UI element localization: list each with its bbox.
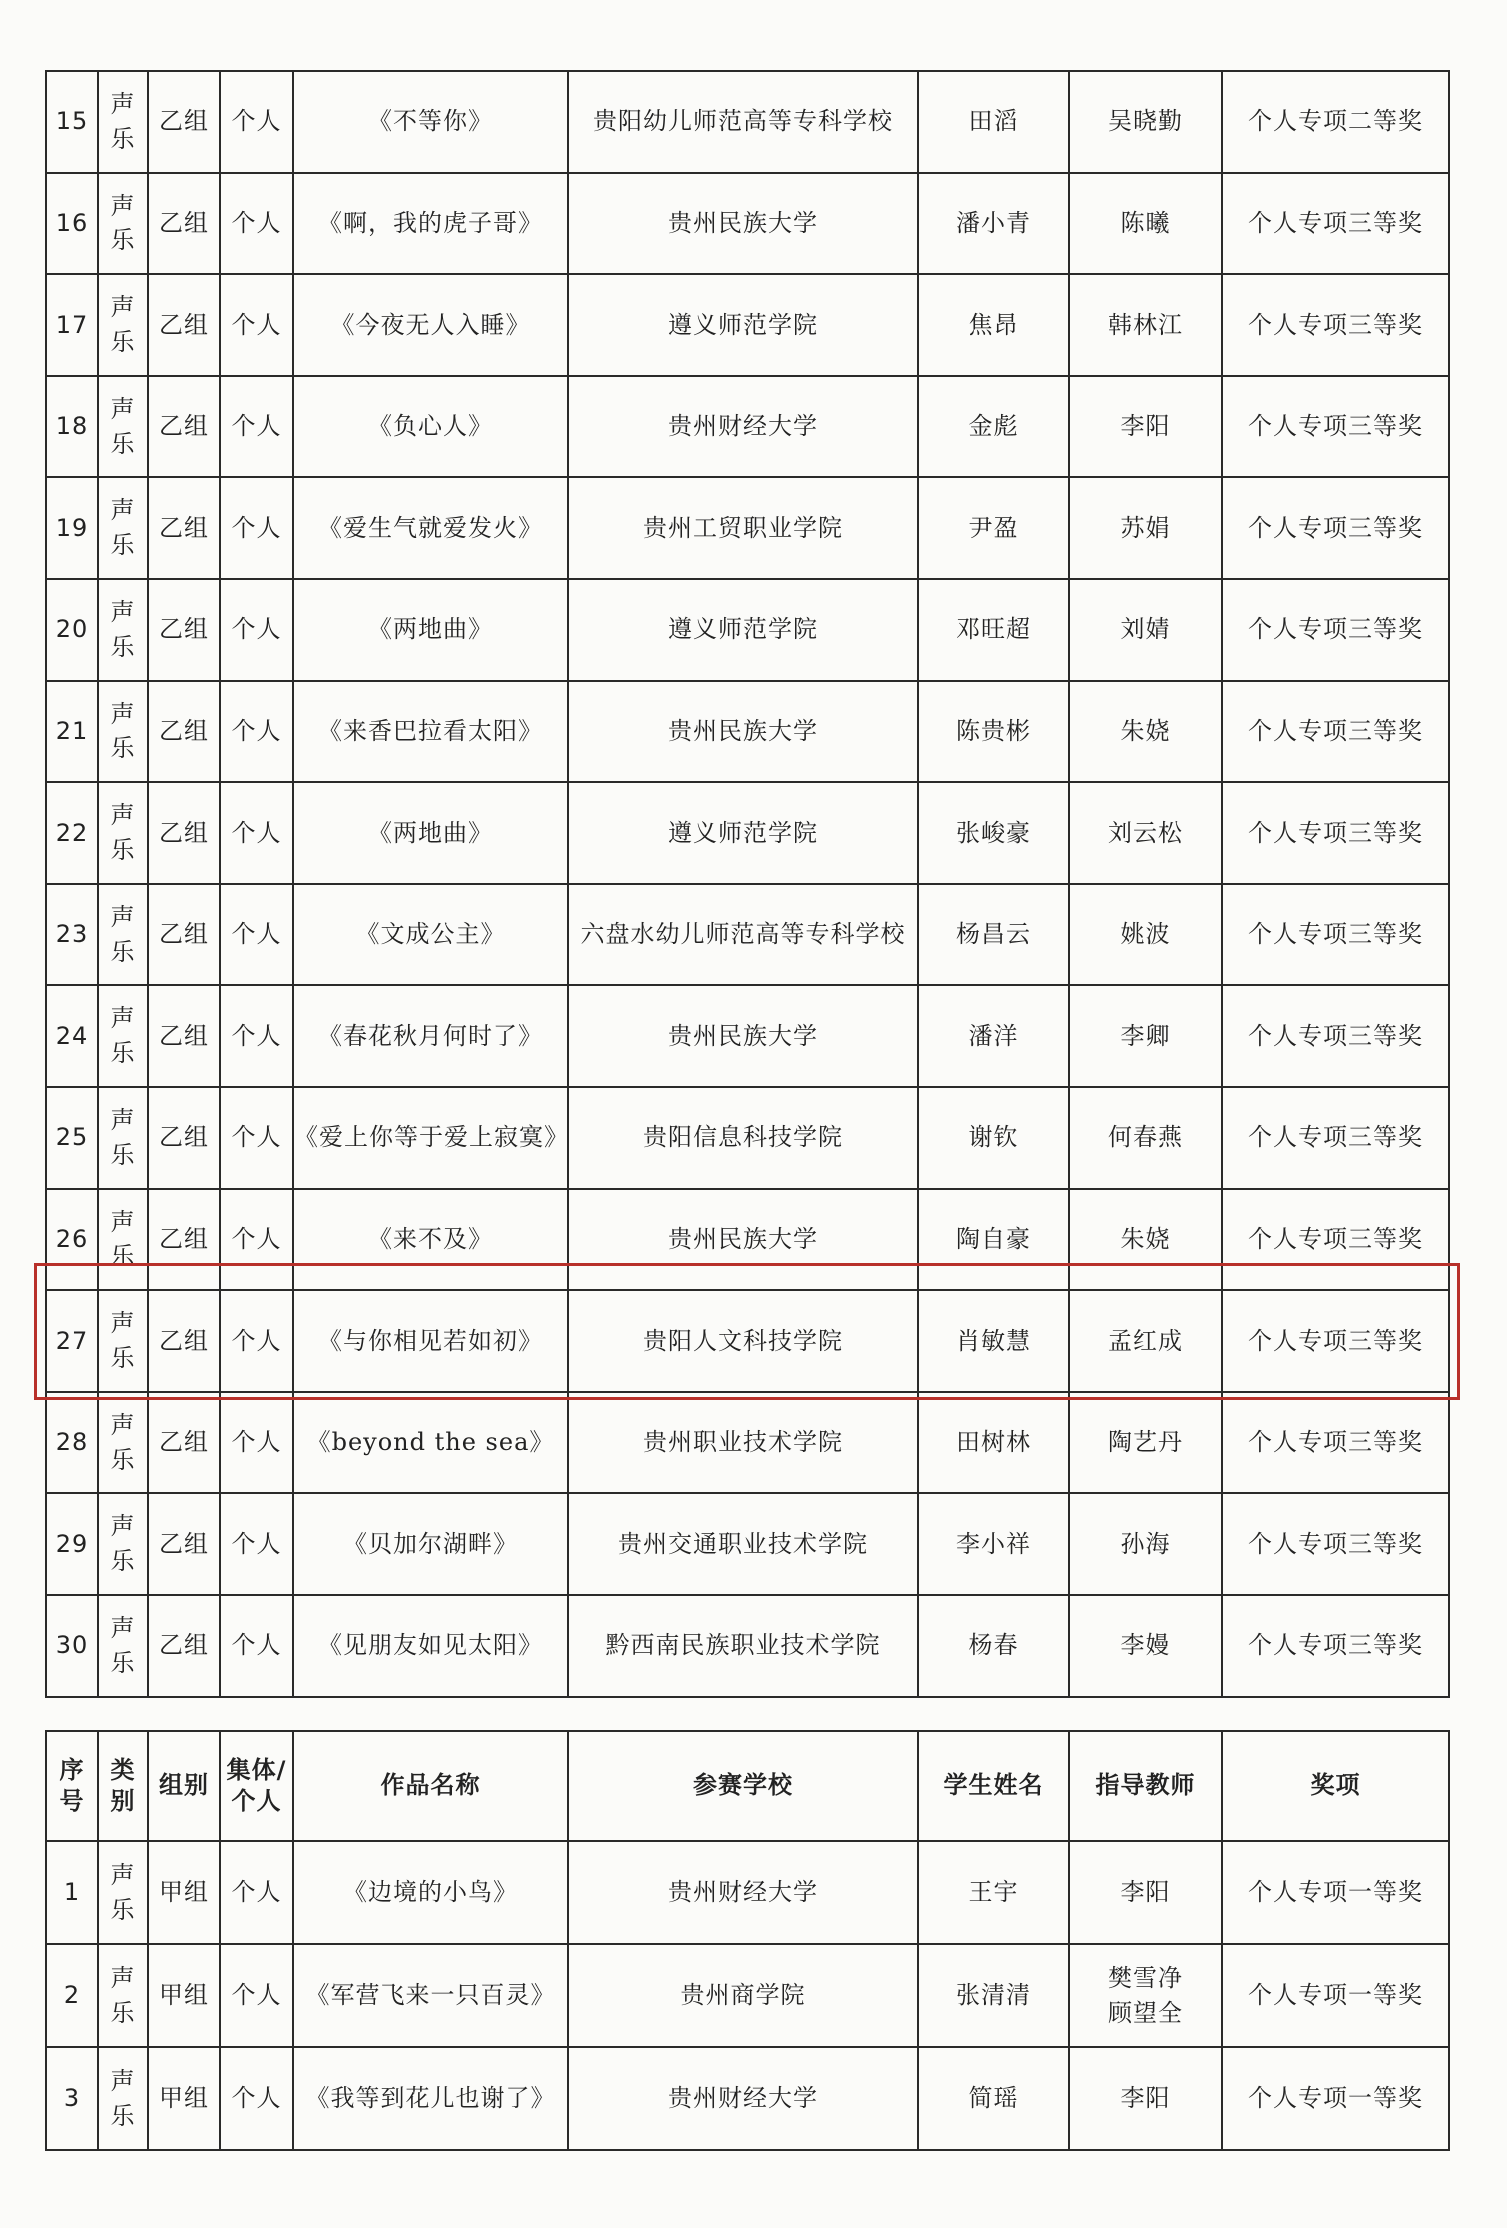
table-row [46,1189,1449,1291]
cell-type: 个人 [220,782,293,884]
cell-award: 个人专项三等奖 [1222,1290,1449,1392]
cell-school: 贵州财经大学 [568,2047,918,2150]
cell-category: 声 乐 [98,1087,148,1189]
cell-school: 贵州职业技术学院 [568,1392,918,1494]
cell-student: 田树林 [918,1392,1069,1494]
cell-student: 杨昌云 [918,884,1069,986]
cell-school: 贵州民族大学 [568,681,918,783]
cell-title: 《今夜无人入睡》 [293,274,568,376]
cell-no: 1 [46,1841,98,1944]
cell-group: 乙组 [148,1493,220,1595]
cell-group: 乙组 [148,782,220,884]
cell-teacher: 姚波 [1069,884,1222,986]
table-row [46,1944,1449,2047]
cell-group: 甲组 [148,2047,220,2150]
cell-group: 乙组 [148,681,220,783]
table-row [46,1290,1449,1392]
table-row [46,579,1449,681]
cell-category: 声 乐 [98,477,148,579]
table-row [46,884,1449,986]
cell-group: 乙组 [148,884,220,986]
table-row [46,2047,1449,2150]
header-category: 类 别 [98,1731,148,1841]
awards-table-group-a [45,1730,1450,2151]
cell-type: 个人 [220,1087,293,1189]
cell-teacher: 李嫚 [1069,1595,1222,1697]
cell-category: 声 乐 [98,782,148,884]
cell-no: 17 [46,274,98,376]
cell-group: 乙组 [148,477,220,579]
cell-no: 3 [46,2047,98,2150]
cell-award: 个人专项一等奖 [1222,1841,1449,1944]
cell-award: 个人专项三等奖 [1222,477,1449,579]
cell-type: 个人 [220,985,293,1087]
cell-title: 《文成公主》 [293,884,568,986]
cell-student: 简瑶 [918,2047,1069,2150]
cell-teacher: 陈曦 [1069,173,1222,275]
cell-no: 25 [46,1087,98,1189]
cell-award: 个人专项三等奖 [1222,782,1449,884]
table-row [46,1595,1449,1697]
table-row [46,274,1449,376]
cell-group: 乙组 [148,376,220,478]
cell-group: 甲组 [148,1841,220,1944]
cell-no: 30 [46,1595,98,1697]
cell-teacher: 李阳 [1069,1841,1222,1944]
cell-title: 《与你相见若如初》 [293,1290,568,1392]
cell-title: 《我等到花儿也谢了》 [293,2047,568,2150]
cell-teacher: 吴晓勤 [1069,71,1222,173]
cell-type: 个人 [220,1595,293,1697]
table-row [46,681,1449,783]
cell-type: 个人 [220,71,293,173]
cell-category: 声 乐 [98,1290,148,1392]
cell-no: 18 [46,376,98,478]
cell-category: 声 乐 [98,1595,148,1697]
cell-type: 个人 [220,376,293,478]
cell-teacher: 朱娆 [1069,681,1222,783]
cell-teacher: 刘婧 [1069,579,1222,681]
cell-student: 邓旺超 [918,579,1069,681]
cell-teacher: 朱娆 [1069,1189,1222,1291]
cell-award: 个人专项三等奖 [1222,884,1449,986]
cell-teacher: 李卿 [1069,985,1222,1087]
cell-category: 声 乐 [98,1493,148,1595]
cell-no: 20 [46,579,98,681]
cell-group: 甲组 [148,1944,220,2047]
header-type: 集体/ 个人 [220,1731,293,1841]
cell-title: 《两地曲》 [293,579,568,681]
table-row [46,1087,1449,1189]
cell-title: 《来不及》 [293,1189,568,1291]
cell-teacher: 苏娟 [1069,477,1222,579]
cell-type: 个人 [220,1392,293,1494]
cell-award: 个人专项三等奖 [1222,1189,1449,1291]
cell-award: 个人专项三等奖 [1222,1595,1449,1697]
cell-category: 声 乐 [98,681,148,783]
cell-student: 王宇 [918,1841,1069,1944]
table-row [46,173,1449,275]
cell-award: 个人专项三等奖 [1222,681,1449,783]
cell-school: 遵义师范学院 [568,782,918,884]
cell-teacher: 陶艺丹 [1069,1392,1222,1494]
header-group: 组别 [148,1731,220,1841]
cell-student: 潘小青 [918,173,1069,275]
cell-teacher: 李阳 [1069,2047,1222,2150]
cell-student: 焦昂 [918,274,1069,376]
cell-type: 个人 [220,173,293,275]
cell-teacher: 孙海 [1069,1493,1222,1595]
cell-student: 潘洋 [918,985,1069,1087]
cell-teacher: 李阳 [1069,376,1222,478]
cell-no: 2 [46,1944,98,2047]
cell-award: 个人专项一等奖 [1222,1944,1449,2047]
header-teacher: 指导教师 [1069,1731,1222,1841]
cell-title: 《边境的小鸟》 [293,1841,568,1944]
cell-group: 乙组 [148,71,220,173]
table-row [46,376,1449,478]
cell-title: 《不等你》 [293,71,568,173]
header-award: 奖项 [1222,1731,1449,1841]
cell-school: 贵州财经大学 [568,1841,918,1944]
cell-title: 《啊，我的虎子哥》 [293,173,568,275]
cell-category: 声 乐 [98,71,148,173]
cell-award: 个人专项三等奖 [1222,985,1449,1087]
cell-group: 乙组 [148,274,220,376]
cell-teacher: 樊雪净 顾望全 [1069,1944,1222,2047]
cell-award: 个人专项三等奖 [1222,173,1449,275]
table-header-row [46,1731,1449,1841]
cell-no: 27 [46,1290,98,1392]
cell-award: 个人专项一等奖 [1222,2047,1449,2150]
cell-teacher: 何春燕 [1069,1087,1222,1189]
cell-type: 个人 [220,1290,293,1392]
cell-type: 个人 [220,681,293,783]
cell-category: 声 乐 [98,1189,148,1291]
cell-school: 贵阳信息科技学院 [568,1087,918,1189]
cell-student: 陶自豪 [918,1189,1069,1291]
cell-type: 个人 [220,1944,293,2047]
cell-teacher: 刘云松 [1069,782,1222,884]
cell-school: 六盘水幼儿师范高等专科学校 [568,884,918,986]
cell-no: 22 [46,782,98,884]
cell-type: 个人 [220,2047,293,2150]
cell-category: 声 乐 [98,173,148,275]
cell-school: 贵州工贸职业学院 [568,477,918,579]
header-title: 作品名称 [293,1731,568,1841]
cell-school: 贵州交通职业技术学院 [568,1493,918,1595]
table-row [46,782,1449,884]
cell-category: 声 乐 [98,1841,148,1944]
cell-type: 个人 [220,579,293,681]
cell-category: 声 乐 [98,579,148,681]
cell-student: 陈贵彬 [918,681,1069,783]
cell-type: 个人 [220,1841,293,1944]
cell-school: 贵州民族大学 [568,1189,918,1291]
cell-title: 《负心人》 [293,376,568,478]
cell-group: 乙组 [148,1290,220,1392]
cell-no: 19 [46,477,98,579]
cell-school: 遵义师范学院 [568,274,918,376]
header-school: 参赛学校 [568,1731,918,1841]
cell-award: 个人专项二等奖 [1222,71,1449,173]
cell-no: 28 [46,1392,98,1494]
cell-no: 16 [46,173,98,275]
cell-group: 乙组 [148,985,220,1087]
cell-school: 遵义师范学院 [568,579,918,681]
cell-student: 尹盈 [918,477,1069,579]
cell-award: 个人专项三等奖 [1222,274,1449,376]
cell-type: 个人 [220,274,293,376]
cell-award: 个人专项三等奖 [1222,1493,1449,1595]
table-row [46,1841,1449,1944]
cell-group: 乙组 [148,1595,220,1697]
cell-type: 个人 [220,1189,293,1291]
cell-type: 个人 [220,477,293,579]
cell-no: 23 [46,884,98,986]
awards-table-continued [45,70,1450,1698]
cell-group: 乙组 [148,173,220,275]
table-row [46,71,1449,173]
cell-group: 乙组 [148,1087,220,1189]
cell-title: 《来香巴拉看太阳》 [293,681,568,783]
cell-award: 个人专项三等奖 [1222,579,1449,681]
table-row [46,477,1449,579]
cell-teacher: 孟红成 [1069,1290,1222,1392]
cell-student: 杨春 [918,1595,1069,1697]
cell-award: 个人专项三等奖 [1222,1392,1449,1494]
cell-category: 声 乐 [98,376,148,478]
cell-school: 贵州商学院 [568,1944,918,2047]
cell-no: 24 [46,985,98,1087]
table-row [46,1392,1449,1494]
cell-student: 张清清 [918,1944,1069,2047]
cell-award: 个人专项三等奖 [1222,376,1449,478]
cell-school: 贵州民族大学 [568,985,918,1087]
cell-school: 黔西南民族职业技术学院 [568,1595,918,1697]
cell-school: 贵州民族大学 [568,173,918,275]
cell-type: 个人 [220,884,293,986]
cell-category: 声 乐 [98,985,148,1087]
cell-category: 声 乐 [98,1392,148,1494]
cell-type: 个人 [220,1493,293,1595]
cell-category: 声 乐 [98,1944,148,2047]
cell-student: 张峻豪 [918,782,1069,884]
cell-title: 《见朋友如见太阳》 [293,1595,568,1697]
header-no: 序 号 [46,1731,98,1841]
table-row [46,1493,1449,1595]
cell-student: 李小祥 [918,1493,1069,1595]
cell-group: 乙组 [148,1189,220,1291]
cell-category: 声 乐 [98,274,148,376]
cell-title: 《贝加尔湖畔》 [293,1493,568,1595]
table-row [46,985,1449,1087]
cell-no: 21 [46,681,98,783]
cell-group: 乙组 [148,579,220,681]
cell-title: 《beyond the sea》 [293,1392,568,1494]
cell-title: 《两地曲》 [293,782,568,884]
cell-teacher: 韩林江 [1069,274,1222,376]
cell-award: 个人专项三等奖 [1222,1087,1449,1189]
cell-title: 《爱生气就爱发火》 [293,477,568,579]
cell-student: 谢钦 [918,1087,1069,1189]
cell-school: 贵阳幼儿师范高等专科学校 [568,71,918,173]
cell-school: 贵阳人文科技学院 [568,1290,918,1392]
cell-title: 《军营飞来一只百灵》 [293,1944,568,2047]
cell-student: 田滔 [918,71,1069,173]
cell-student: 肖敏慧 [918,1290,1069,1392]
cell-title: 《春花秋月何时了》 [293,985,568,1087]
cell-no: 29 [46,1493,98,1595]
cell-no: 26 [46,1189,98,1291]
header-student: 学生姓名 [918,1731,1069,1841]
cell-group: 乙组 [148,1392,220,1494]
cell-category: 声 乐 [98,884,148,986]
cell-school: 贵州财经大学 [568,376,918,478]
cell-student: 金彪 [918,376,1069,478]
cell-title: 《爱上你等于爱上寂寞》 [293,1087,568,1189]
cell-category: 声 乐 [98,2047,148,2150]
cell-no: 15 [46,71,98,173]
